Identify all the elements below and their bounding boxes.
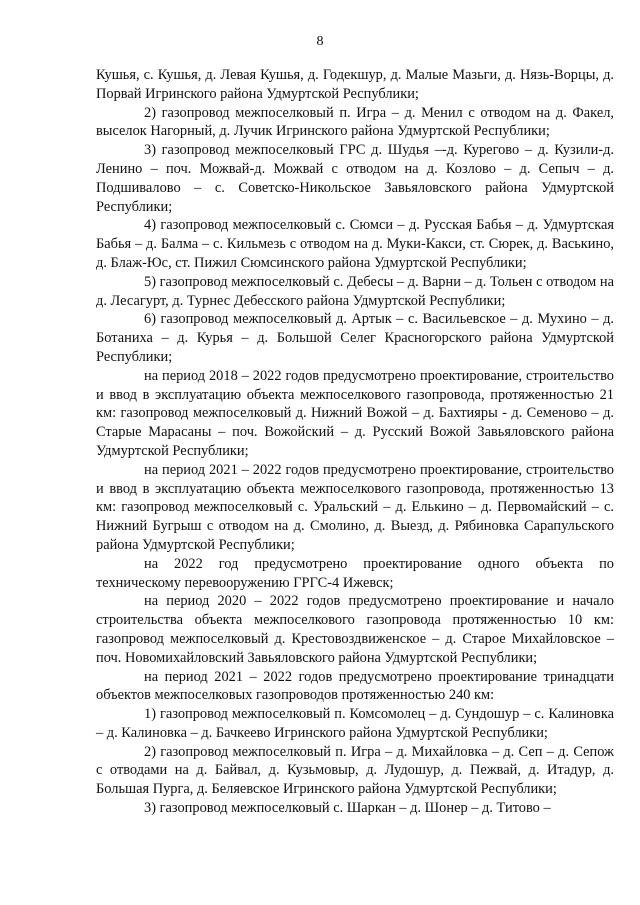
paragraph: 3) газопровод межпоселковый с. Шаркан – д. Шонер – д. Титово – <box>144 800 551 817</box>
page-number: 8 <box>316 34 324 49</box>
paragraph: на период 2018 – 2022 годов предусмотрено проектирование, строительство и ввод в эксплуатацию объекта межпоселкового газопровода, протяженностью 21 км: газопровод межпоселковый д. Нижний Вожой – д. Бахтияры - д. Семеново – д. Старые Марасаны – поч. Вожойский – д. Русский Вожой Завьяловского района Удмуртской Республики; <box>96 367 614 459</box>
paragraph: 1) газопровод межпоселковый п. Комсомолец – д. Сундошур – с. Калиновка – д. Калиновка – д. Бачкеево Игринского района Удмуртской Республики; <box>96 706 614 741</box>
paragraph: 2) газопровод межпоселковый п. Игра – д. Менил с отводом на д. Факел, выселок Нагорный, д. Лучик Игринского района Удмуртской Республики; <box>96 104 614 140</box>
document-body <box>96 66 614 818</box>
paragraph: 3) газопровод межпоселковый ГРС д. Шудья –-д. Курегово – д. Кузили-д. Ленино – поч. Можвай-д. Можвай с отводом на д. Козлово – д. Сепыч – д. Подшивалово – с. Советско-Никольское Завьяловского района Удмуртской Республики; <box>96 142 614 215</box>
paragraph: на период 2021 – 2022 годов предусмотрено проектирование тринадцати объектов межпоселковых газопроводов протяженностью 240 км: <box>96 668 614 704</box>
paragraph: 4) газопровод межпоселковый с. Сюмси – д. Русская Бабья – д. Удмуртская Бабья – д. Балма – с. Кильмезь с отводом на д. Муки-Какси, ст. Сюрек, д. Васькино, д. Блаж-Юс, ст. Пижил Сюмсинского района Удмуртской Республики; <box>96 217 614 271</box>
paragraph: на 2022 год предусмотрено проектирование одного объекта по техническому перевооружению ГРГС-4 Ижевск; <box>96 555 614 591</box>
paragraph: 6) газопровод межпоселковый д. Артык – с. Васильевское – д. Мухино – д. Ботаниха – д. Курья – д. Большой Селег Красногорского района Удмуртской Республики; <box>96 311 614 365</box>
paragraph: Кушья, с. Кушья, д. Левая Кушья, д. Годекшур, д. Малые Мазьги, д. Нязь-Ворцы, д. Порвай Игринского района Удмуртской Республики; <box>96 67 614 102</box>
paragraph: на период 2020 – 2022 годов предусмотрено проектирование и начало строительства объекта межпоселкового газопровода протяженностью 10 км: газопровод межпоселковый д. Крестовоздвиженское – д. Старое Михайловское – поч. Новомихайловский Завьяловского района Удмуртской Республики; <box>96 593 614 666</box>
paragraph: 2) газопровод межпоселковый п. Игра – д. Михайловка – д. Сеп – д. Сепож с отводами на д. Байвал, д. Кузьмовыр, д. Лудошур, д. Пежвай, д. Итадур, д. Большая Пурга, д. Беляевское Игринского района Удмуртской Республики; <box>96 743 614 798</box>
paragraph: 5) газопровод межпоселковый с. Дебесы – д. Варни – д. Тольен с отводом на д. Лесагурт, д. Турнес Дебесского района Удмуртской Республики; <box>96 273 614 309</box>
paragraph: на период 2021 – 2022 годов предусмотрено проектирование, строительство и ввод в эксплуатацию объекта межпоселкового газопровода, протяженностью 13 км: газопровод межпоселковый с. Уральский – д. Елькино – д. Первомайский – с. Нижний Бугрыш с отводом на д. Смолино, д. Выезд, д. Рябиновка Сарапульского района Удмуртской Республики; <box>96 461 614 553</box>
